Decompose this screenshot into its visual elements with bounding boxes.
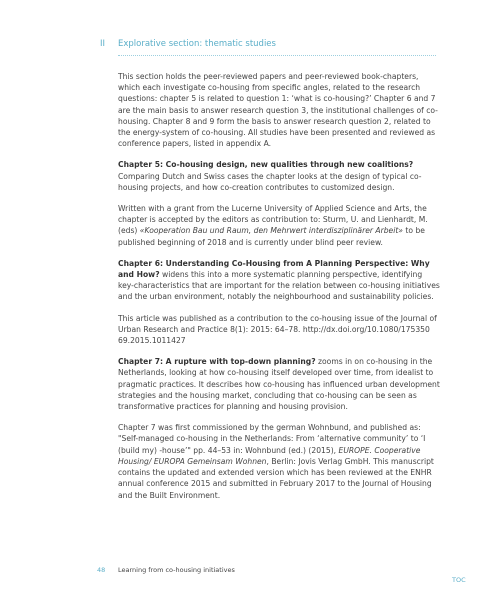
section-number: II <box>100 39 106 49</box>
intro-paragraph: This section holds the peer-reviewed papers and peer-reviewed book-chapters, which each investigate co-housing from specific angles, related to the research questions: chapter 5 is related to question 1: ‘what is co-housing?’ Chapter 6 and 7 are the main basis to answer research question 3, the institutional challenges of co-housing. Chapter 8 and 9 form the basis to answer research question 2, related to the energy-system of co-housing. All studies have been presented and reviewed as conference papers, listed in appendix A. <box>118 72 438 149</box>
running-title: Learning from co-housing initiatives <box>118 566 235 574</box>
chapter-5-note-text-end: to be published beginning of 2018 and is currently under blind peer review. <box>118 226 425 247</box>
section-title: Explorative section: thematic studies <box>118 39 276 49</box>
chapter-7-text: zooms in on co-housing in the Netherlands, looking at how co-housing itself developed over time, from idealist to pragmatic practices. It describes how co-housing has influenced urban development strategies and the housing market, concluding that co-housing can be seen as transformative practices for planning and housing provision. <box>118 357 440 412</box>
page-number: 48 <box>97 566 106 574</box>
chapter-7-paragraph <box>118 356 440 412</box>
chapter-6-text: widens this into a more systematic planning perspective, identifying key-characteristics that are important for the relation between co-housing initiatives and the urban environment, notably the neighbourhood and sustainability policies. <box>118 270 440 302</box>
chapter-5-note-book-title: «Kooperation Bau und Raum, den Mehrwert interdisziplinärer Arbeit» <box>139 226 403 236</box>
section-divider <box>118 55 436 56</box>
chapter-6-paragraph <box>118 258 440 303</box>
chapter-5-note <box>118 203 440 248</box>
chapter-5-heading: Chapter 5: Co-housing design, new qualities through new coalitions? <box>118 160 414 170</box>
chapter-7-note-text: Chapter 7 was first commissioned by the german Wohnbund, and published as: "Self-managed co-housing in the Netherlands: From ‘alternative community’ to ‘I (build my) -house’" pp. 44–53 in: Wohnbund (ed.) (2015), <box>118 423 426 455</box>
chapter-5-note-text: Written with a grant from the Lucerne University of Applied Science and Arts, the chapter is accepted by the editors as contribution to: Sturm, U. and Lienhardt, M. (eds) <box>118 204 428 236</box>
chapter-7-note <box>118 422 440 500</box>
chapter-7-note-book-title: EUROPE. Cooperative Housing/ EUROPA Gemeinsam Wohnen <box>118 445 421 466</box>
chapter-6-heading: Chapter 6: Understanding Co-Housing from A Planning Perspective: Why and How? <box>118 258 430 280</box>
chapter-7-heading: Chapter 7: A rupture with top-down planning? <box>118 357 316 367</box>
chapter-5-paragraph <box>118 159 440 193</box>
chapter-5-text: Comparing Dutch and Swiss cases the chapter looks at the design of typical co-housing projects, and how co-creation contributes to customized design. <box>118 171 422 192</box>
chapter-6-note: This article was published as a contribution to the co-housing issue of the Journal of Urban Research and Practice 8(1): 2015: 64–78. http://dx.doi.org/10.1080/175350 69.2015.1011427 <box>118 313 437 346</box>
chapter-7-note-text-end: , Berlin: Jovis Verlag GmbH. This manuscript contains the updated and extended version which has been reviewed at the ENHR annual conference 2015 and submitted in February 2017 to the Journal of Housing and the Built Environment. <box>118 456 434 500</box>
toc-link[interactable]: TOC <box>452 576 466 584</box>
document-body <box>118 71 440 511</box>
